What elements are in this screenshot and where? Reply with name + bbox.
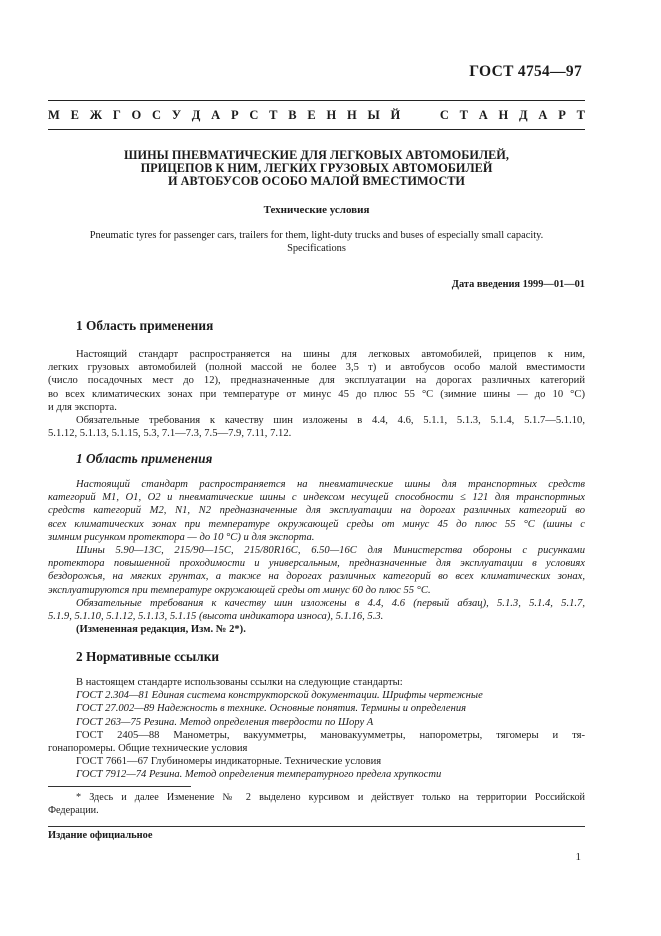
banner-letter: Т xyxy=(576,108,585,122)
text-line: бездорожья, на мягких грунтах, а также на дорогах различных категорий во всех климатических зонах, xyxy=(48,571,585,583)
section-1-amended-heading: 1 Область применения xyxy=(76,451,213,466)
banner-letter: Д xyxy=(519,108,528,122)
banner-letter: Ж xyxy=(89,108,103,122)
text-line: средств категорий М2, N1, N2 предназначенные для эксплуатации на дорогах различных категорий во xyxy=(48,505,585,517)
introduction-date: Дата введения 1999—01—01 xyxy=(451,279,585,290)
english-title-line: Pneumatic tyres for passenger cars, trailers for them, light-duty trucks and buses of especially small capacity. xyxy=(89,230,544,241)
banner-letter: Е xyxy=(70,108,79,122)
amendment-note: (Измененная редакция, Изм. № 2*). xyxy=(76,624,246,636)
section-2-heading: 2 Нормативные ссылки xyxy=(76,649,220,664)
banner-letter: Й xyxy=(390,108,401,122)
banner-letter: А xyxy=(538,108,548,122)
banner-letter: М xyxy=(48,108,60,122)
banner-letter: Т xyxy=(459,108,468,122)
reference-item-continuation: гонапоромеры. Общие технические условия xyxy=(48,743,248,755)
banner-letter: Т xyxy=(269,108,278,122)
banner-letter: С xyxy=(439,108,449,122)
footnote-line: * Здесь и далее Изменение № 2 выделено курсивом и действует только на территории Российской xyxy=(76,792,585,803)
banner-letter: Р xyxy=(558,108,566,122)
banner-letter: Е xyxy=(307,108,316,122)
reference-item: ГОСТ 2405—88 Манометры, вакуумметры, мановакуумметры, напорометры, тягомеры и тя- xyxy=(76,729,585,741)
title-line: И АВТОБУСОВ ОСОБО МАЛОЙ ВМЕСТИМОСТИ xyxy=(168,174,465,188)
reference-item: ГОСТ 27.002—89 Надежность в технике. Основные понятия. Термины и определения xyxy=(76,703,467,715)
text-line: Обязательные требования к качеству шин изложены в 4.4, 4.6, 5.1.1, 5.1.3, 5.1.4, 5.1.7—5.1.10, xyxy=(76,415,585,427)
banner-letter: Н xyxy=(347,108,357,122)
banner-letter: А xyxy=(211,108,221,122)
banner-letter: О xyxy=(131,108,142,122)
banner-letter: Р xyxy=(230,108,239,122)
text-line: во всех климатических зонах при температуре от минус 45 до плюс 55 °С (зимние шины — до 10 °С) xyxy=(48,388,585,400)
edition-rule xyxy=(48,826,585,827)
references-intro: В настоящем стандарте использованы ссылки на следующие стандарты: xyxy=(76,677,403,688)
english-title xyxy=(48,229,585,255)
text-line: Обязательные требования к качеству шин изложены в 4.4, 4.6 (первый абзац), 5.1.3, 5.1.4, 5.1.7, xyxy=(76,597,585,609)
reference-item: ГОСТ 7912—74 Резина. Метод определения температурного предела хрупкости xyxy=(76,769,442,781)
banner-letter: С xyxy=(152,108,162,122)
interstate-standard-banner xyxy=(48,108,585,123)
section-1-paragraph-1 xyxy=(48,348,585,440)
reference-item: ГОСТ 7661—67 Глубиномеры индикаторные. Технические условия xyxy=(76,756,382,768)
banner-letter: Н xyxy=(326,108,337,122)
page-number: 1 xyxy=(575,851,581,863)
footnote-line: Федерации. xyxy=(48,805,99,816)
edition-label: Издание официальное xyxy=(48,830,153,841)
text-line: 5.1.12, 5.1.13, 5.1.15, 5.3, 7.1—7.3, 7.5—7.9, 7.11, 7.12. xyxy=(48,428,292,440)
text-line: (число посадочных мест до 12), предназначенные для эксплуатации на дорогах различных категорий xyxy=(48,375,585,387)
section-1-heading: 1 Область применения xyxy=(76,318,214,333)
text-line: всех климатических зонах при температуре окружающей среды от минус 45 до плюс 55 °С (шины с xyxy=(48,518,585,530)
document-subtitle: Технические условия xyxy=(263,204,370,216)
banner-letter: У xyxy=(171,108,182,122)
banner-letter: Н xyxy=(498,108,509,122)
banner-letter: Г xyxy=(112,108,121,122)
footnote xyxy=(48,791,585,817)
banner-letter: В xyxy=(288,108,297,122)
text-line: 5.1.9, 5.1.10, 5.1.12, 5.1.13, 5.1.15 (высота индикатора износа), 5.1.16, 5.3. xyxy=(48,611,384,623)
text-line: и для экспорта. xyxy=(48,401,117,413)
footnote-rule xyxy=(48,786,191,787)
banner-letter: Ы xyxy=(367,108,380,122)
title-line: ПРИЦЕПОВ К НИМ, ЛЕГКИХ ГРУЗОВЫХ АВТОМОБИЛЕЙ xyxy=(140,161,493,175)
text-line: эксплуатируются при температуре окружающей среды от минус 60 до плюс 55 °С. xyxy=(48,584,431,596)
banner-letter: А xyxy=(478,108,488,122)
title-line: ШИНЫ ПНЕВМАТИЧЕСКИЕ ДЛЯ ЛЕГКОВЫХ АВТОМОБИЛЕЙ, xyxy=(124,148,509,162)
text-line: зимним рисунком протектора — до 10 °С) и для экспорта. xyxy=(48,531,315,543)
text-line: Шины 5.90—13С, 215/90—15С, 215/80R16C, 6.50—16С для Министерства обороны с рисунками xyxy=(76,545,585,557)
document-title xyxy=(48,149,585,188)
normative-references xyxy=(48,676,585,782)
document-code: ГОСТ 4754—97 xyxy=(469,63,582,80)
banner-letter: С xyxy=(249,108,259,122)
english-title-line: Specifications xyxy=(287,243,346,254)
banner-top-rule xyxy=(48,100,585,101)
banner-letter: Д xyxy=(191,108,201,122)
text-line: Настоящий стандарт распространяется на пневматические шины для транспортных средств xyxy=(76,479,585,490)
banner-bottom-rule xyxy=(48,129,585,130)
text-line: легких грузовых автомобилей (полной массой не более 3,5 т) и автобусов особо малой вместимости xyxy=(48,362,585,374)
reference-item: ГОСТ 2.304—81 Единая система конструкторской документации. Шрифты чертежные xyxy=(76,690,483,702)
banner-word-gap xyxy=(411,108,429,123)
reference-item: ГОСТ 263—75 Резина. Метод определения твердости по Шору А xyxy=(76,716,374,728)
text-line: протектора повышенной проходимости и универсальным, предназначенные для эксплуатации в условиях xyxy=(48,558,585,570)
section-1-amended-paragraphs xyxy=(48,478,585,636)
text-line: категорий М1, О1, О2 и пневматические шины с индексом несущей способности ≤ 121 для транспортных xyxy=(48,492,585,504)
text-line: Настоящий стандарт распространяется на шины для легковых автомобилей, прицепов к ним, xyxy=(76,349,585,360)
